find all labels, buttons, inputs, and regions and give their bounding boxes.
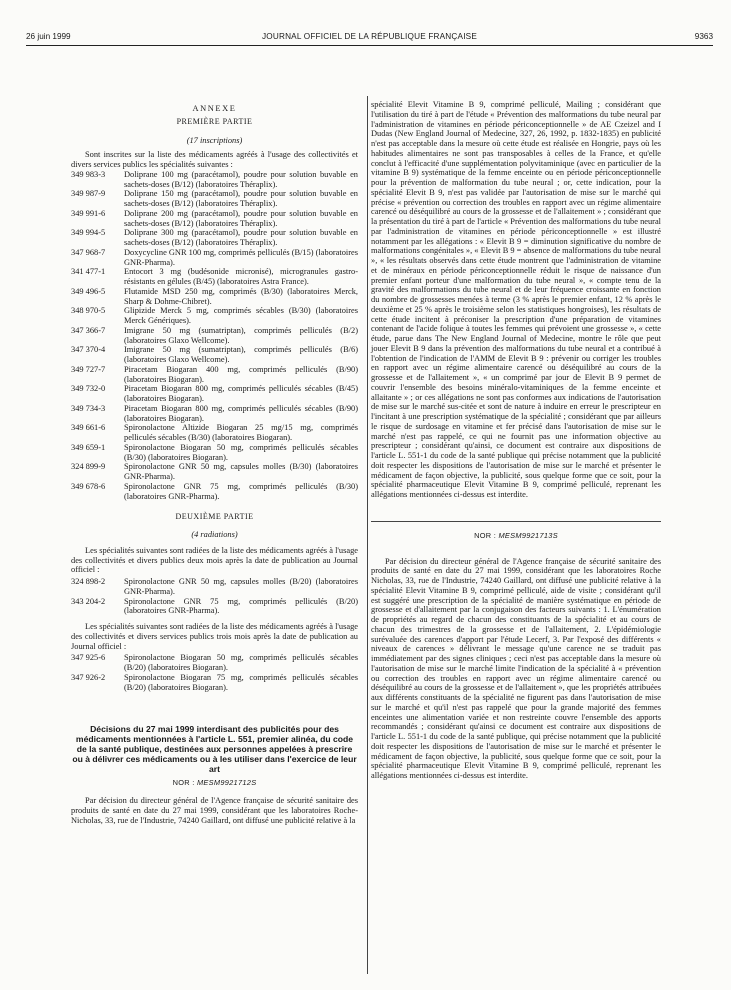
part1-subheading: (17 inscriptions) xyxy=(186,135,243,145)
medication-description: Spironolactone GNR 75 mg, comprimés pelliculés (B/30) (laboratoires GNR-Pharma). xyxy=(124,481,358,501)
list-item xyxy=(71,267,358,287)
cip-code: 347 925-6 xyxy=(71,653,106,663)
medication-description: Entocort 3 mg (budésonide micronisé), microgranules gastro-résistants en gélules (B/45) (laboratoires Astra France). xyxy=(124,267,358,286)
part2-subheading: (4 radiations) xyxy=(191,530,238,539)
list-item xyxy=(71,306,358,326)
nor-reference-2 xyxy=(371,531,661,541)
medication-description: Flutamide MSD 250 mg, comprimés (B/30) (laboratoires Merck, Sharp & Dohme-Chibret). xyxy=(124,286,358,306)
medication-description: Piracetam Biogaran 800 mg, comprimés pelliculés sécables (B/90) (laboratoires Biogaran). xyxy=(124,403,358,423)
decision-1-intro: Par décision du directeur général de l'Agence française de sécurité sanitaire des produits de santé en date du 27 mai 1999, considérant que les laboratoires Roche-Nicholas, 33, rue de l'Industrie, 74240 Gaillard, ont diffusé une publicité relative à la xyxy=(71,796,358,825)
nor-reference-1 xyxy=(71,778,358,788)
list-item xyxy=(71,653,358,673)
list-item xyxy=(71,462,358,482)
medication-description: Glipizide Merck 5 mg, comprimés sécables (B/30) (laboratoires Merck Génériques). xyxy=(124,306,358,325)
part2-intro-3-months: Les spécialités suivantes sont radiées de la liste des médicaments agréés à l'usage des collectivités et divers services publics trois mois après la date de publication au Journal officiel : xyxy=(71,622,358,651)
header-journal-title: JOURNAL OFFICIEL DE LA RÉPUBLIQUE FRANÇAISE xyxy=(261,32,477,41)
nor-label: NOR : xyxy=(172,778,195,788)
list-item xyxy=(71,404,358,424)
cip-code: 347 366-7 xyxy=(71,325,106,335)
nor-code: MESM9921712S xyxy=(196,778,257,788)
decisions-title: Décisions du 27 mai 1999 interdisant des publicités pour des médicaments mentionnées à l'article L. 551, premier alinéa, du code de la santé publique, destinées aux personnes appelées à prescrire ou à délivrer ces médicaments ou à les utiliser dans l'exercice de leur art xyxy=(72,724,357,775)
medication-description: Doliprane 300 mg (paracétamol), poudre pour solution buvable en sachets-doses (B/12) (laboratoires Théraplix). xyxy=(124,228,358,247)
inscriptions-list xyxy=(71,170,358,502)
radiations-list-2-months xyxy=(71,577,358,616)
list-item xyxy=(71,287,358,307)
list-item xyxy=(71,248,358,268)
list-item xyxy=(71,443,358,463)
list-item xyxy=(71,189,358,209)
medication-description: Spironolactone Altizide Biogaran 25 mg/15 mg, comprimés pelliculés sécables (B/30) (laboratoires Biogaran). xyxy=(124,423,358,442)
list-item xyxy=(71,345,358,365)
medication-description: Doliprane 150 mg (paracétamol), poudre pour solution buvable en sachets-doses (B/12) (laboratoires Théraplix). xyxy=(124,189,358,208)
list-item xyxy=(71,577,358,597)
medication-description: Spironolactone GNR 50 mg, capsules molles (B/20) (laboratoires GNR-Pharma). xyxy=(124,577,358,596)
part1-intro: Sont inscrites sur la liste des médicaments agréés à l'usage des collectivités et divers services publics les spécialités suivantes : xyxy=(71,150,358,169)
medication-description: Spironolactone Biogaran 50 mg, comprimés pelliculés sécables (B/20) (laboratoires Biogaran). xyxy=(124,653,358,672)
medication-description: Spironolactone Biogaran 50 mg, comprimés pelliculés sécables (B/30) (laboratoires Biogaran). xyxy=(124,442,358,462)
cip-code: 349 732-0 xyxy=(71,384,106,394)
cip-code: 349 727-7 xyxy=(71,364,106,374)
cip-code: 349 678-6 xyxy=(71,481,106,491)
radiations-list-3-months xyxy=(71,653,358,692)
right-column xyxy=(371,100,661,781)
medication-description: Piracetam Biogaran 800 mg, comprimés pelliculés sécables (B/45) (laboratoires Biogaran). xyxy=(124,384,358,403)
medication-description: Spironolactone Biogaran 75 mg, comprimés pelliculés sécables (B/20) (laboratoires Biogaran). xyxy=(124,672,358,692)
header-page-number: 9363 xyxy=(694,32,713,41)
medication-description: Doliprane 200 mg (paracétamol), poudre pour solution buvable en sachets-doses (B/12) (laboratoires Théraplix). xyxy=(124,208,358,228)
medication-description: Imigrane 50 mg (sumatriptan), comprimés pelliculés (B/2) (laboratoires Glaxo Wellcome). xyxy=(124,325,358,345)
decision-1-body: spécialité Elevit Vitamine B 9, comprimé pelliculé, Mailing ; considérant que l'utilisation du tiré à part de l'étude « Prévention des malformations du tube neural par l'administration de vitamines en période périconceptionnelle » de AE Czeizel and I Dudas (New England Journal of Medecine, 327, 26, 1992, p. 1832-1835) en publicité n'est pas acceptable dans la mesure où cette étude est réalisée en Hongrie, pays où les habitudes alimentaires ne sont pas transposables à celles de la France, et qu'elle conclut à l'efficacité d'une supplémentation polyvitaminique (avec en particulier de la vitamine B 9) systématique de la femme enceinte ou en période périconceptionnelle pour la prévention de malformation du tube neural ; or, cette indication, pour la spécialité Elevit B 9, n'est pas validée par l'autorisation de mise sur le marché qui précise « prévention ou correction des troubles en rapport avec un régime alimentaire carencé ou déséquilibré au cours de la grossesse et de l'allaitement » ; considérant que la présentation du tiré à part de l'article « Prévention des malformations du tube neural par l'administration de vitamines en période périconceptionnelle » est illustré notamment par les allégations : « Elevit B 9 = diminution significative du nombre de malformations congénitales », « Elevit B 9 = absence de malformations du tube neural », « les résultats observés dans cette étude montrent que l'administration de vitamine et de minéraux en période périconceptionnelle réduit le risque de naissance d'un premier enfant porteur d'une malformation du tube neural », « compte tenu de la gravité des malformations du tube neural et de leur fréquence croissante en fonction du nombre de grossesses menées à terme (3 % après le premier enfant, 12 % après le deuxième et 25 % après le troisième selon les statistiques hongroises), les résultats de cette étude incitent à préconiser la prescription d'une préparation de vitamines contenant de l'acide folique à toutes les femmes qui prévoient une grossesse », « cette étude, parue dans The New England Journal of Medecine, montre le rôle que peut jouer Elevit B 9 dans la prévention des malformations du tube neural et a contribué à l'obtention de l'indication de l'AMM de Elevit B 9 : prévenir ou corriger les troubles en rapport avec un régime alimentaire carencé ou déséquilibré au cours de la grossesse et de l'allaitement », « un comprimé par jour de Elevit B 9 permet de couvrir l'ensemble des besoins minéralo-vitaminiques de la femme enceinte et allaitante » ; or ces allégations ne sont pas conformes aux indications de l'autorisation de mise sur le marché sus-citée et sont de nature à induire en erreur le prescripteur en l'incitant à une prescription systématique de la spécialité ; considérant que par ailleurs le risque de surdosage en vitamine et fer précisé dans l'autorisation de mise sur le marché n'est pas rappelé, ce qui ne fournit pas une information objective au prescripteur ; considérant qu'ainsi, ce document est contraire aux dispositions de l'article L. 551-1 du code de la santé publique qui précise notamment que la publicité doit respecter les dispositions de l'autorisation de mise sur le marché et présenter le médicament de façon objective, la publicité, sous quelque forme que ce soit, pour la spécialité pharmaceutique Elevit Vitamine B 9, comprimé pelliculé, reprenant les allégations mentionnées ci-dessus est interdite. xyxy=(371,100,661,499)
cip-code: 324 898-2 xyxy=(71,577,106,586)
medication-description: Spironolactone GNR 75 mg, comprimés pelliculés (B/20) (laboratoires GNR-Pharma). xyxy=(124,596,358,616)
cip-code: 347 926-2 xyxy=(71,672,106,682)
cip-code: 324 899-9 xyxy=(71,462,106,472)
section-divider xyxy=(371,521,661,522)
list-item xyxy=(71,482,358,502)
cip-code: 349 734-3 xyxy=(71,403,106,413)
header-date: 26 juin 1999 xyxy=(26,32,71,41)
medication-description: Doliprane 100 mg (paracétamol), poudre pour solution buvable en sachets-doses (B/12) (laboratoires Théraplix). xyxy=(124,169,358,189)
list-item xyxy=(71,326,358,346)
medication-description: Imigrane 50 mg (sumatriptan), comprimés pelliculés (B/6) (laboratoires Glaxo Wellcome). xyxy=(124,345,358,364)
cip-code: 349 994-5 xyxy=(71,228,106,238)
cip-code: 349 987-9 xyxy=(71,189,106,199)
list-item xyxy=(71,209,358,229)
part1-heading: PREMIÈRE PARTIE xyxy=(176,116,253,126)
decision-2-body: Par décision du directeur général de l'Agence française de sécurité sanitaire des produits de santé en date du 27 mai 1999, considérant que les laboratoires Roche Nicholas, 33, rue de l'Industrie, 74240 Gaillard, ont diffusé une publicité relative à la spécialité Elevit Vitamine B 9, comprimé pelliculé, aide de visite ; considérant qu'il est suggéré une prescription de la spécialité de manière systématique en période de grossesse et d'allaitement par la conjugaison des facteurs suivants : 1. L'énumération de propriétés au regard de chacun des constituants de la spécialité et au cours de chacun des trimestres de la grossesse et de l'allaitement, 2. L'épidémiologie surévaluée des carences d'apport par l'étude Lecerf, 3. Par l'exposé des différents « niveaux de carences » délivrant le message qu'une carence ne se traduit pas immédiatement par des signes cliniques ; ceci n'est pas acceptable dans la mesure où l'autorisation de mise sur le marché limite l'indication de la spécialité à « prévention ou correction des troubles en rapport avec un régime alimentaire carencé ou déséquilibré au cours de la grossesse et de l'allaitement », que les propriétés attribuées aux différents constituants de la spécialité ne figurent pas dans l'autorisation de mise sur le marché et qu'il n'est pas rappelé que pour la grande majorité des femmes enceintes une alimentation variée et non restreinte couvre l'ensemble des apports recommandés ; considérant qu'ainsi ce document est contraire aux dispositions de l'article L. 551-1 du code de la santé publique, qui précise notamment que la publicité doit respecter les dispositions de l'autorisation de mise sur le marché et présenter le médicament de façon objective, la publicité, sous quelque forme que ce soit, pour la spécialité pharmaceutique Elevit Vitamine B 9, comprimé pelliculé, reprenant les allégations mentionnées ci-dessus est interdite. xyxy=(371,556,661,780)
cip-code: 349 659-1 xyxy=(71,442,106,452)
cip-code: 349 983-3 xyxy=(71,169,106,179)
medication-description: Doxycycline GNR 100 mg, comprimés pelliculés (B/15) (laboratoires GNR-Pharma). xyxy=(124,247,358,267)
cip-code: 348 970-5 xyxy=(71,306,106,316)
list-item xyxy=(71,673,358,693)
header-rule xyxy=(26,45,713,46)
cip-code: 349 496-5 xyxy=(71,286,106,296)
cip-code: 349 661-6 xyxy=(71,423,106,433)
medication-description: Spironolactone GNR 50 mg, capsules molles (B/30) (laboratoires GNR-Pharma). xyxy=(124,462,358,481)
list-item xyxy=(71,597,358,617)
column-separator xyxy=(367,96,368,974)
cip-code: 341 477-1 xyxy=(71,267,106,277)
cip-code: 347 968-7 xyxy=(71,247,106,257)
page-header xyxy=(26,32,713,46)
list-item xyxy=(71,384,358,404)
cip-code: 349 991-6 xyxy=(71,208,106,218)
list-item xyxy=(71,228,358,248)
list-item xyxy=(71,423,358,443)
medication-description: Piracetam Biogaran 400 mg, comprimés pelliculés (B/90) (laboratoires Biogaran). xyxy=(124,364,358,384)
part2-heading: DEUXIÈME PARTIE xyxy=(175,512,254,522)
part2-intro: Les spécialités suivantes sont radiées de la liste des médicaments agréés à l'usage des collectivités et divers publics deux mois après la date de publication au Journal officiel : xyxy=(71,545,358,575)
cip-code: 347 370-4 xyxy=(71,345,106,355)
cip-code: 343 204-2 xyxy=(71,596,106,606)
nor-code: MESM9921713S xyxy=(498,530,558,540)
left-column xyxy=(71,104,358,825)
nor-label: NOR : xyxy=(474,530,497,540)
list-item xyxy=(71,365,358,385)
annexe-heading: ANNEXE xyxy=(192,104,237,113)
list-item xyxy=(71,170,358,190)
